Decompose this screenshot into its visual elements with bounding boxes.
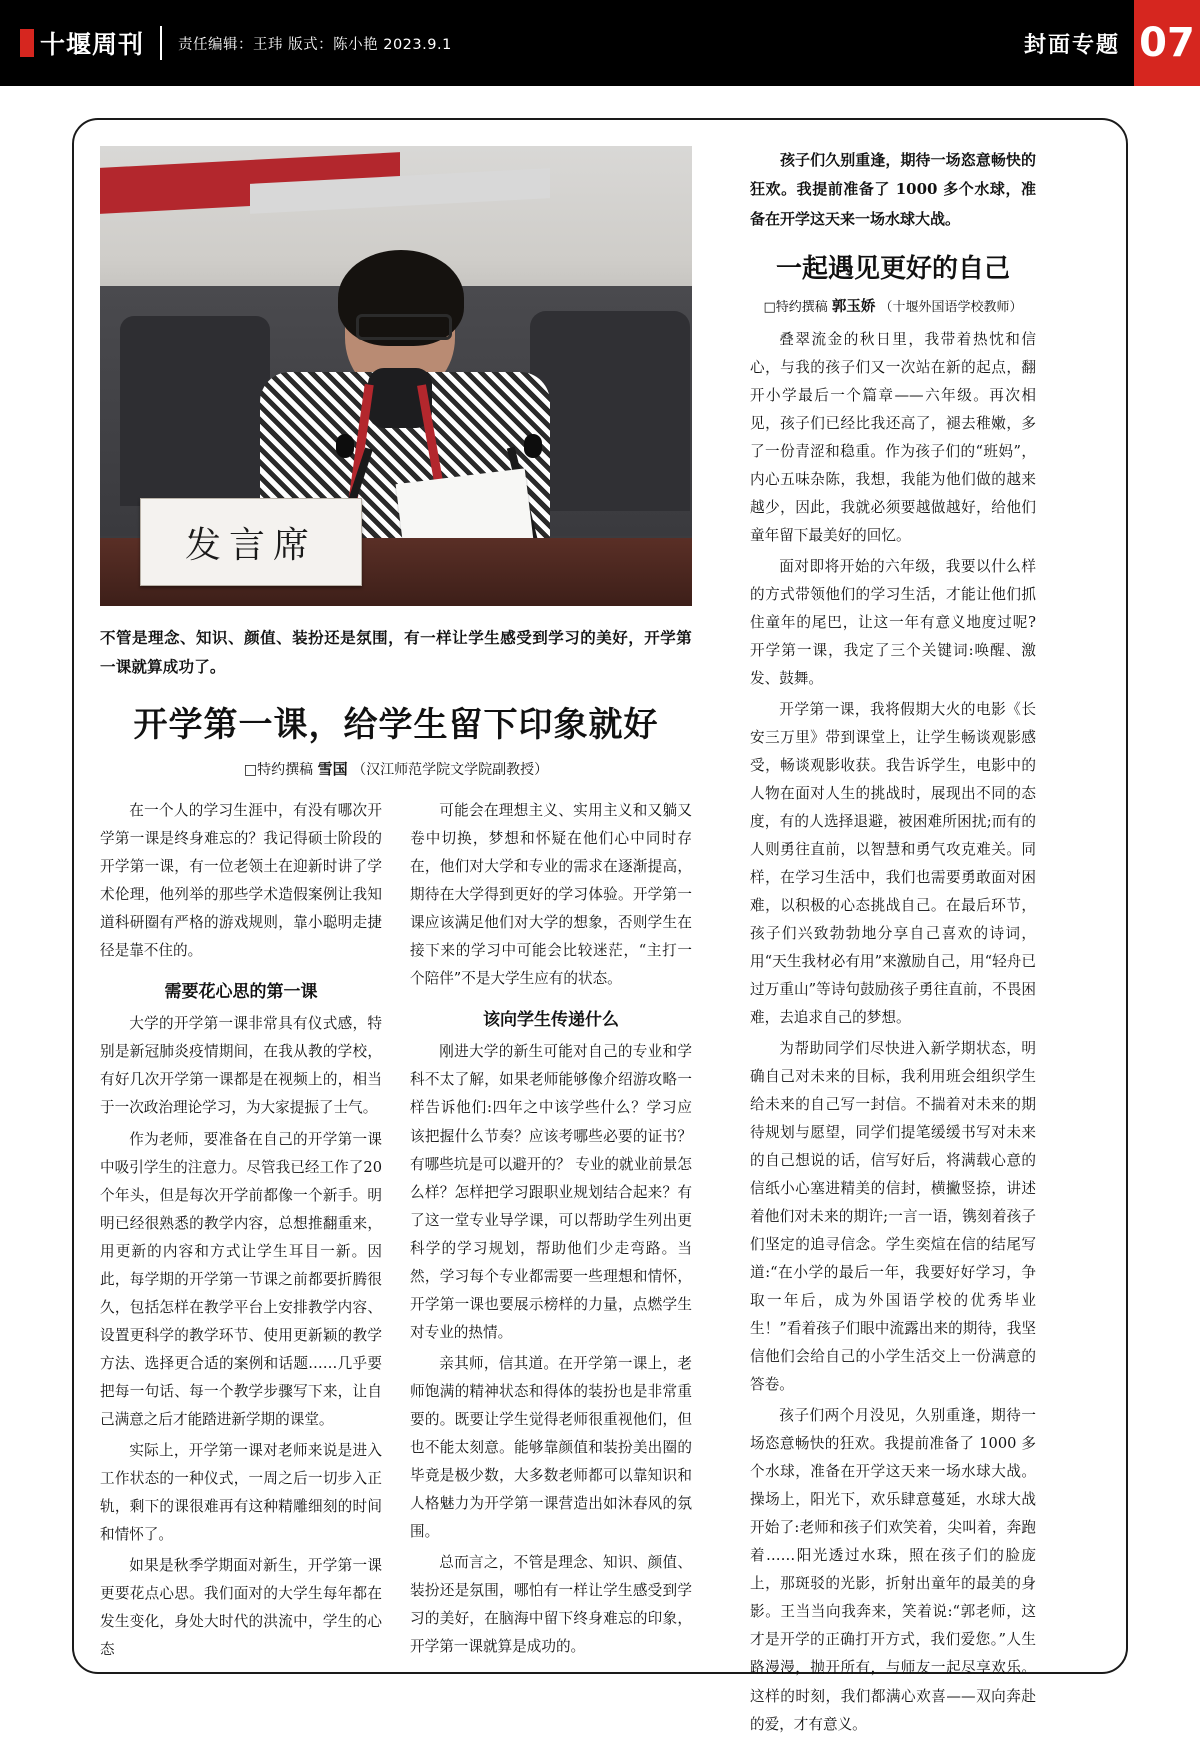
byline-author: 郭玉娇 [831, 298, 876, 315]
section-label: 封面专题 [1023, 31, 1120, 58]
side-article-headline: 一起遇见更好的自己 [775, 253, 1010, 284]
page-number: 07 [1134, 0, 1200, 86]
byline-affiliation: （汉江师范学院文学院副教授） [352, 762, 549, 779]
publication-title: 十堰周刊 [40, 30, 145, 59]
byline-author: 雪国 [317, 760, 348, 779]
article-deck: 不管是理念、知识、颜值、装扮还是氛围，有一样让学生感受到学习的美好，开学第一课就算成功了。 [100, 628, 692, 676]
side-article-lead: 孩子们久别重逢，期待一场恣意畅快的狂欢。我提前准备了 1000 多个水球，准备在开学这天来一场水球大战。 [750, 151, 1036, 228]
paragraph: 面对即将开始的六年级，我要以什么样的方式带领他们的学习生活，才能让他们抓住童年的尾巴，让这一年有意义地度过呢? 开学第一课，我定了三个关键词:唤醒、激发、鼓舞。 [750, 557, 1036, 687]
photo-nameplate: 发言席 [140, 498, 362, 586]
paragraph: 可能会在理想主义、实用主义和又躺又卷中切换，梦想和怀疑在他们心中同时存在，他们对大学和专业的需求在逐渐提高，期待在大学得到更好的学习体验。开学第一课应该满足他们对大学的想象，否则学生在接下来的学习中可能会比较迷茫，“主打一个陪伴”不是大学生应有的状态。 [410, 802, 692, 988]
masthead-credits: 责任编辑：王玮 版式：陈小艳 2023.9.1 [178, 36, 452, 53]
photo-chair-right [530, 311, 690, 511]
article-column-2 [410, 797, 692, 1666]
photo-chair-left [120, 316, 270, 506]
paragraph: 大学的开学第一课非常具有仪式感，特别是新冠肺炎疫情期间，在我从教的学校，有好几次开学第一课都是在视频上的，相当于一次政治理论学习，为大家提振了士气。 [100, 1015, 382, 1117]
article-photo [100, 146, 692, 606]
masthead [0, 0, 1200, 86]
subheading-1: 需要花心思的第一课 [164, 982, 318, 1003]
page-content [100, 146, 1100, 1733]
subheading-2: 该向学生传递什么 [483, 1010, 619, 1031]
masthead-divider [160, 26, 162, 60]
paragraph: 开学第一课，我将假期大火的电影《长安三万里》带到课堂上，让学生畅谈观影感受，畅谈观影收获。我告诉学生，电影中的人物在面对人生的挑战时，展现出不同的态度，有的人选择退避，被困难所困扰;而有的人则勇往直前，以智慧和勇气攻克难关。同样，在学习生活中，我们也需要勇敢面对困难，以积极的心态挑战自己。在最后环节，孩子们兴致勃勃地分享自己喜欢的诗词，用“天生我材必有用”来激励自己，用“轻舟已过万重山”等诗句鼓励孩子勇往直前，不畏困难，去追求自己的梦想。 [750, 700, 1036, 1027]
masthead-left [0, 25, 452, 61]
paragraph: 亲其师，信其道。在开学第一课上，老师饱满的精神状态和得体的装扮也是非常重要的。既要让学生觉得老师很重视他们，但也不能太刻意。能够靠颜值和装扮美出圈的毕竟是极少数，大多数老师都可以靠知识和人格魅力为开学第一课营造出如沐春风的氛围。 [410, 1354, 692, 1540]
paragraph: 如果是秋季学期面对新生，开学第一课更要花点心思。我们面对的大学生每年都在发生变化，身处大时代的洪流中，学生的心态 [100, 1556, 382, 1658]
photo-speaker-glasses [356, 314, 452, 340]
paragraph: 叠翠流金的秋日里，我带着热忱和信心，与我的孩子们又一次站在新的起点，翻开小学最后一个篇章——六年级。再次相见，孩子们已经比我还高了，褪去稚嫩，多了一份青涩和稳重。作为孩子们的“班妈”，内心五味杂陈，我想，我能为他们做的越来越少，因此，我就必须要越做越好，给他们童年留下最美好的回忆。 [750, 330, 1036, 544]
paragraph: 孩子们两个月没见，久别重逢，期待一场恣意畅快的狂欢。我提前准备了 1000 多个水球，准备在开学这天来一场水球大战。操场上，阳光下，欢乐肆意蔓延，水球大战开始了:老师和孩子们欢笑着，尖叫着，奔跑着……阳光透过水珠，照在孩子们的脸庞上，那斑驳的光影，折射出童年的最美的身影。王当当向我奔来，笑着说:“郭老师，这才是开学的正确打开方式，我们爱您。”人生路漫漫，抛开所有，与师友一起尽享欢乐。这样的时刻，我们都满心欢喜——双向奔赴的爱，才有意义。 [750, 1407, 1036, 1733]
paragraph: 实际上，开学第一课对老师来说是进入工作状态的一种仪式，一周之后一切步入正轨，剩下的课很难再有这种精雕细刻的时间和情怀了。 [100, 1441, 382, 1543]
side-article [750, 146, 1036, 1742]
article-byline [100, 758, 692, 779]
byline-prefix: □特约撰稿 [763, 299, 828, 315]
paragraph: 总而言之，不管是理念、知识、颜值、装扮还是氛围，哪怕有一样让学生感受到学习的美好，在脑海中留下终身难忘的印象，开学第一课就算是成功的。 [410, 1553, 692, 1655]
photo-microphone-right-head [524, 434, 542, 458]
paragraph: 在一个人的学习生涯中，有没有哪次开学第一课是终身难忘的？我记得硕士阶段的开学第一课，有一位老领土在迎新时讲了学术伦理，他列举的那些学术造假案例让我知道科研圈有严格的游戏规则，靠小聪明走捷径是靠不住的。 [100, 802, 382, 960]
brand-mark-icon [20, 29, 34, 57]
byline-prefix: □特约撰稿 [243, 762, 314, 779]
side-article-byline [750, 295, 1036, 316]
paragraph: 作为老师，要准备在自己的开学第一课中吸引学生的注意力。尽管我已经工作了20个年头，但是每次开学前都像一个新手。明明已经很熟悉的教学内容，总想推翻重来，用更新的内容和方式让学生耳目一新。因此，每学期的开学第一节课之前都要折腾很久，包括怎样在教学平台上安排教学内容、设置更科学的教学环节、使用更新颖的教学方法、选择更合适的案例和话题……几乎要把每一句话、每一个教学步骤写下来，让自己满意之后才能踏进新学期的课堂。 [100, 1130, 382, 1428]
article-column-1 [100, 797, 382, 1666]
byline-affiliation: （十堰外国语学校教师） [879, 299, 1023, 315]
paragraph: 刚进大学的新生可能对自己的专业和学科不太了解，如果老师能够像介绍游攻略一样告诉他们:四年之中该学些什么？学习应该把握什么节奏？应该考哪些必要的证书？有哪些坑是可以避开的？ 专业的就业前景怎么样？怎样把学习跟职业规划结合起来？有了这一堂专业导学课，可以帮助学生列出更科学的学习规划，帮助他们少走弯路。当然，学习每个专业都需要一些理想和情怀，开学第一课也要展示榜样的力量，点燃学生对专业的热情。 [410, 1043, 692, 1341]
paragraph: 为帮助同学们尽快进入新学期状态，明确自己对未来的目标，我利用班会组织学生给未来的自己写一封信。不揣着对未来的期待规划与愿望，同学们提笔缓缓书写对未来的自己想说的话，信写好后，将满载心意的信纸小心塞进精美的信封，横撇竖捺，讲述着他们对未来的期许;一言一语，镌刻着孩子们坚定的追寻信念。学生奕煊在信的结尾写道:“在小学的最后一年，我要好好学习，争取一年后，成为外国语学校的优秀毕业生！”看着孩子们眼中流露出来的期待，我坚信他们会给自己的小学生活交上一份满意的答卷。 [750, 1040, 1036, 1394]
article-headline: 开学第一课，给学生留下印象就好 [133, 705, 659, 746]
masthead-right [1024, 0, 1200, 86]
article-columns [100, 797, 692, 1666]
main-article [100, 146, 692, 1667]
photo-microphone-left-head [336, 434, 354, 458]
